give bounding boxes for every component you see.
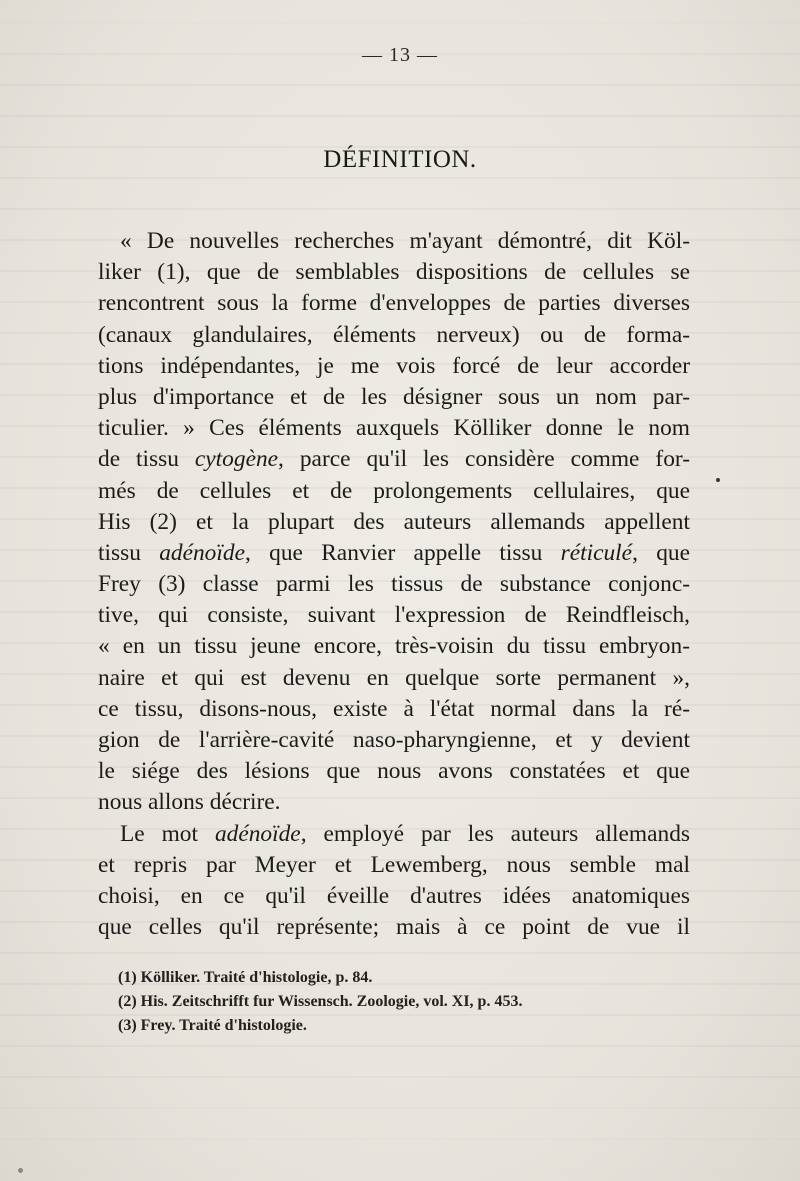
text-run: « en un tissu jeune encore, très-voisin du tissu embryon-: [98, 633, 690, 660]
text-run: tions indépendantes, je me vois forcé de leur accorder: [98, 352, 690, 379]
section-heading: DÉFINITION.: [323, 146, 477, 173]
italic-term: cytogène: [194, 446, 279, 473]
text-run: més de cellules et de prolongements cellulaires, que: [98, 477, 690, 504]
text-line: [98, 787, 690, 818]
text-run: rencontrent sous la forme d'enveloppes de parties diverses: [98, 290, 690, 317]
text-line: [98, 444, 690, 475]
footnote: (2) His. Zeitschrifft fur Wissensch. Zoologie, vol. XI, p. 453.: [118, 993, 523, 1010]
text-run: tive, qui consiste, suivant l'expression de Reindfleisch,: [98, 602, 690, 629]
footnotes: [118, 966, 678, 1038]
text-line: [98, 320, 690, 351]
text-run: , employé par les auteurs allemands: [300, 820, 690, 847]
paper-speck: [716, 478, 720, 482]
text-line: [98, 912, 690, 943]
text-run: que celles qu'il représente; mais à ce point de vue il: [98, 914, 690, 941]
page-number: — 13 —: [362, 44, 438, 66]
text-run: choisi, en ce qu'il éveille d'autres idées anatomiques: [98, 882, 690, 909]
text-run: , que: [632, 539, 691, 566]
text-run: le siége des lésions que nous avons constatées et que: [98, 758, 690, 785]
text-run: His (2) et la plupart des auteurs allemands appellent: [98, 508, 690, 535]
italic-term: adénoïde: [159, 539, 245, 566]
text-line: [98, 631, 690, 662]
text-run: ce tissu, disons-nous, existe à l'état normal dans la ré-: [98, 695, 690, 722]
text-line: [98, 694, 690, 725]
text-line: [98, 725, 690, 756]
text-line: [98, 413, 690, 444]
text-line: [98, 881, 690, 912]
text-line: [98, 600, 690, 631]
text-run: gion de l'arrière-cavité naso-pharyngienne, et y devient: [98, 727, 690, 753]
paper-speck: [18, 1168, 23, 1173]
text-run: « De nouvelles recherches m'ayant démontré, dit Köl-: [120, 228, 690, 254]
text-line: [98, 257, 690, 288]
text-run: (canaux glandulaires, éléments nerveux) ou de forma-: [98, 321, 690, 348]
text-line: [98, 288, 690, 319]
italic-term: adénoïde: [214, 820, 301, 847]
text-line: [98, 476, 690, 507]
text-run: , que Ranvier appelle tissu: [244, 539, 561, 566]
text-run: Frey (3) classe parmi les tissus de substance conjonc-: [98, 571, 690, 598]
italic-term: réticulé: [560, 539, 633, 566]
text-run: et repris par Meyer et Lewemberg, nous semble mal: [98, 851, 690, 878]
text-run: ticulier. » Ces éléments auxquels Kölliker donne le nom: [98, 415, 690, 442]
text-line: [98, 756, 690, 787]
text-line: [98, 226, 690, 257]
text-line: [98, 382, 690, 413]
text-line: [98, 850, 690, 881]
text-line: [98, 663, 690, 694]
text-line: [98, 351, 690, 382]
text-line: [98, 569, 690, 600]
text-run: Le mot: [120, 820, 215, 847]
text-line: [98, 819, 690, 850]
text-run: tissu: [98, 539, 160, 566]
text-run: , parce qu'il les considère comme for-: [278, 446, 690, 473]
text-run: liker (1), que de semblables dispositions de cellules se: [98, 259, 690, 286]
body-paragraphs: [98, 226, 690, 943]
text-run: plus d'importance et de les désigner sous un nom par-: [98, 383, 690, 410]
footnote: (3) Frey. Traité d'histologie.: [118, 1017, 307, 1034]
text-run: naire et qui est devenu en quelque sorte permanent »,: [98, 664, 690, 691]
text-line: [98, 507, 690, 538]
text-run: nous allons décrire.: [98, 789, 281, 816]
text-line: [98, 538, 690, 569]
footnote: (1) Kölliker. Traité d'histologie, p. 84.: [118, 969, 373, 986]
text-run: de tissu: [98, 446, 195, 473]
